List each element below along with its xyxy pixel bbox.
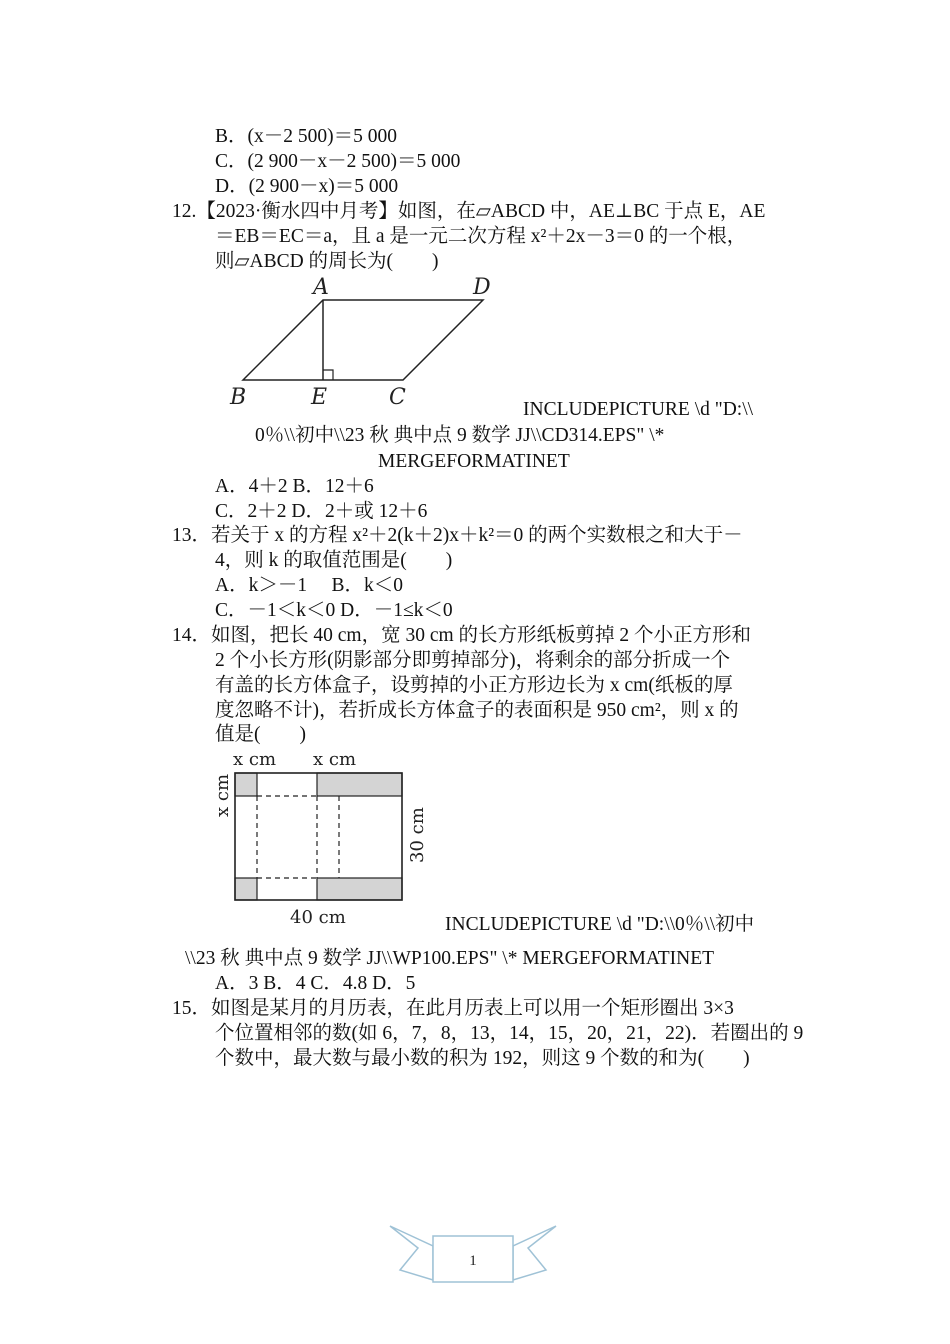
q14-options: A．3 B．4 C．4.8 D．5 <box>215 973 416 994</box>
label-top-mid-x: x cm <box>313 749 357 770</box>
q12-includepicture-3: MERGEFORMATINET <box>378 451 570 472</box>
label-b: B <box>230 385 247 410</box>
q14-includepicture-2: \\23 秋 典中点 9 数学 JJ\\WP100.EPS" \* MERGEFORMATINET <box>185 948 715 969</box>
q14-line-1: 14．如图，把长 40 cm，宽 30 cm 的长方形纸板剪掉 2 个小正方形和 <box>172 625 752 646</box>
cut-rect-bottom-right <box>317 878 402 900</box>
q15-line-1: 15．如图是某月的月历表，在此月历表上可以用一个矩形圈出 3×3 <box>172 998 734 1019</box>
parallelogram-shape <box>243 300 483 380</box>
label-side-x: x cm <box>212 773 233 817</box>
q11-option-c: C．(2 900－x－2 500)＝5 000 <box>215 151 461 172</box>
q13-options-ab: A．k＞－1 B．k＜0 <box>215 575 403 596</box>
right-angle-mark <box>323 370 333 380</box>
q12-includepicture-2: 0％\\初中\\23 秋 典中点 9 数学 JJ\\CD314.EPS" \* <box>255 425 665 446</box>
ribbon-right-tail <box>513 1226 556 1280</box>
label-top-left-x: x cm <box>233 749 277 770</box>
q12-includepicture-1: INCLUDEPICTURE \d "D:\\ <box>523 399 754 420</box>
label-c: C <box>389 385 406 410</box>
label-width-40: 40 cm <box>290 907 346 928</box>
q12-line-3: 则▱ABCD 的周长为( ) <box>215 251 439 272</box>
q11-option-d: D．(2 900－x)＝5 000 <box>215 176 399 197</box>
cut-square-top-left <box>235 773 257 796</box>
page-number-ribbon <box>388 1218 558 1288</box>
parallelogram-figure <box>225 272 505 412</box>
q11-option-b: B．(x－2 500)＝5 000 <box>215 126 397 147</box>
label-a: A <box>313 275 329 300</box>
page-number: 1 <box>469 1253 477 1269</box>
q14-line-2: 2 个小长方形(阴影部分即剪掉部分)，将剩余的部分折成一个 <box>215 650 731 671</box>
cardboard-figure <box>210 745 440 930</box>
q14-includepicture-1: INCLUDEPICTURE \d "D:\\0％\\初中 <box>445 914 755 935</box>
q12-line-1: 12.【2023·衡水四中月考】如图，在▱ABCD 中，AE⊥BC 于点 E，AE <box>172 201 766 222</box>
q14-line-5: 值是( ) <box>215 724 306 745</box>
label-height-30: 30 cm <box>407 807 428 863</box>
q12-line-2: ＝EB＝EC＝a，且 a 是一元二次方程 x²＋2x－3＝0 的一个根， <box>215 226 747 247</box>
cut-square-bottom-left <box>235 878 257 900</box>
q13-options-cd: C．－1＜k＜0 D．－1≤k＜0 <box>215 600 453 621</box>
q13-line-2: 4，则 k 的取值范围是( ) <box>215 550 453 571</box>
q14-line-3: 有盖的长方体盒子，设剪掉的小正方形边长为 x cm(纸板的厚 <box>215 675 733 696</box>
label-e: E <box>311 385 328 410</box>
q13-line-1: 13．若关于 x 的方程 x²＋2(k＋2)x＋k²＝0 的两个实数根之和大于－ <box>172 525 743 546</box>
q15-line-3: 个数中，最大数与最小数的积为 192，则这 9 个数的和为( ) <box>215 1048 750 1069</box>
label-d: D <box>473 275 491 300</box>
ribbon-left-tail <box>390 1226 433 1280</box>
q12-options-ab: A．4＋2 B．12＋6 <box>215 476 374 497</box>
q12-options-cd: C．2＋2 D．2＋或 12＋6 <box>215 501 428 522</box>
q15-line-2: 个位置相邻的数(如 6，7，8，13，14，15，20，21，22)．若圈出的 9 <box>215 1023 804 1044</box>
q14-line-4: 度忽略不计)，若折成长方体盒子的表面积是 950 cm²，则 x 的 <box>215 700 739 721</box>
cut-rect-top-right <box>317 773 402 796</box>
